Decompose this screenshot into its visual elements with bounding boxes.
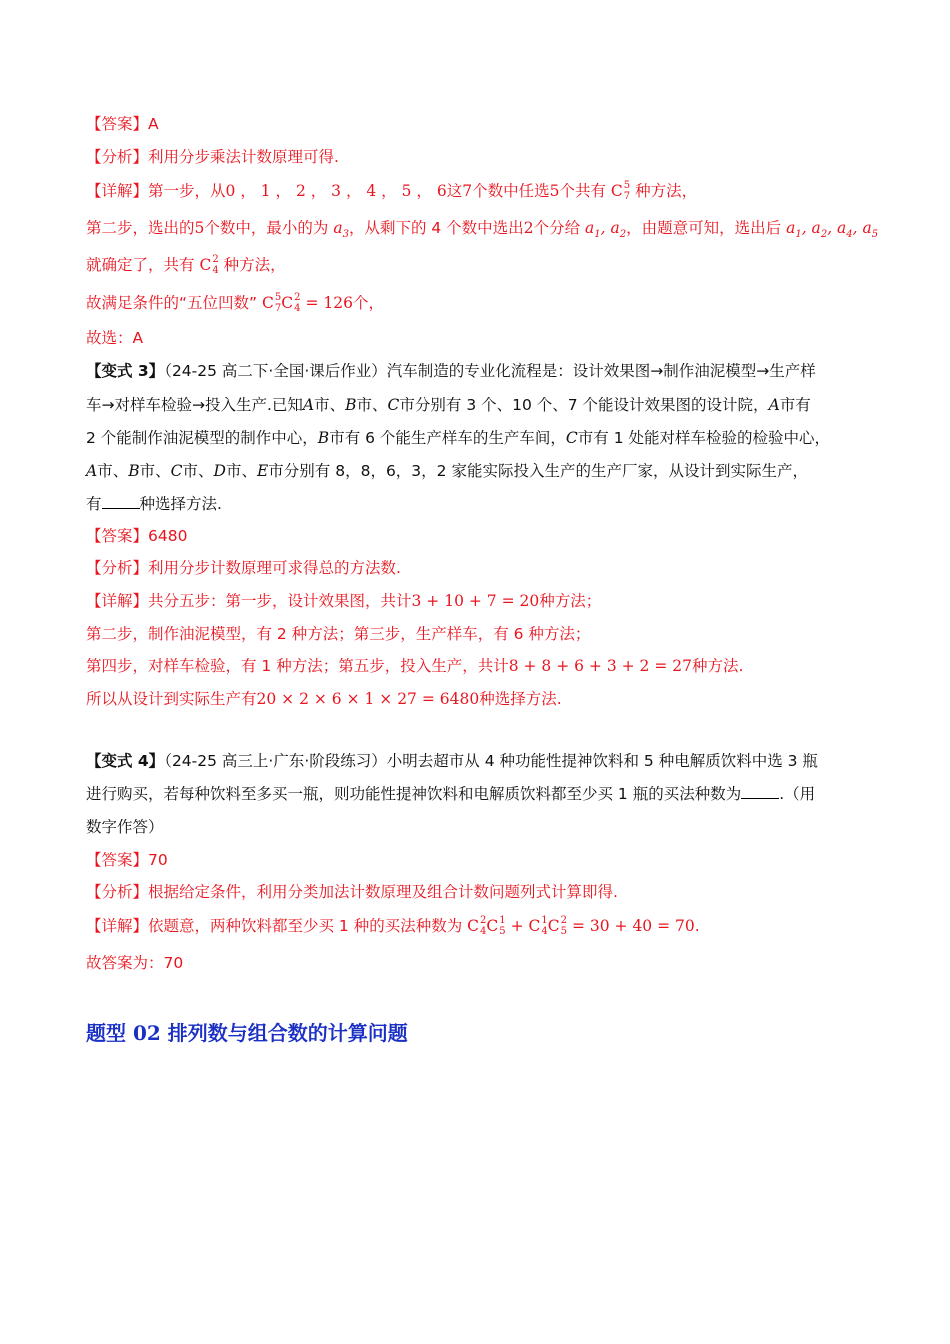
detail-line-4: 故满足条件的“五位凹数” C 5 7 C 2 4 = 126个， — [86, 292, 384, 314]
variant3-line-1: 【变式 3】（24-25 高二下·全国·课后作业）汽车制造的专业化流程是：设计效果图→制作油泥模型→生产样 — [86, 362, 816, 380]
section-heading: 题型 02 排列数与组合数的计算问题 — [86, 1021, 408, 1045]
variant4-line-2: 进行购买，若每种饮料至多买一瓶，则功能性提神饮料和电解质饮料都至少买 1 瓶的买法种数为 .（用 — [86, 785, 816, 803]
answer-line: 【答案】A — [86, 115, 159, 133]
variant4-line-3: 数字作答） — [86, 818, 164, 836]
variant3-answer: 【答案】6480 — [86, 527, 188, 545]
analysis-line: 【分析】利用分步乘法计数原理可得. — [86, 148, 339, 166]
variant3-line-4: A市、B市、C市、D市、E市分别有 8，8，6，3，2 家能实际投入生产的生产厂家，从设计到实际生产， — [86, 462, 808, 480]
variant3-detail-4: 所以从设计到实际生产有20 × 2 × 6 × 1 × 27 = 6480种选择方法. — [86, 690, 562, 708]
detail-line-3: 就确定了，共有 C 2 4 种方法， — [86, 254, 286, 276]
answer-blank — [102, 494, 140, 509]
detail-line-1: 【详解】第一步，从0 ， 1 ， 2 ， 3 ， 4 ， 5 ， 6这7个数中任选5个共有 C 5 7 种方法， — [86, 180, 698, 202]
conclusion-line: 故选：A — [86, 329, 144, 347]
variant4-conclusion: 故答案为：70 — [86, 954, 184, 972]
variant4-line-1: 【变式 4】（24-25 高三上·广东·阶段练习）小明去超市从 4 种功能性提神饮料和 5 种电解质饮料中选 3 瓶 — [86, 752, 818, 770]
variant3-analysis: 【分析】利用分步计数原理可求得总的方法数. — [86, 559, 401, 577]
variant3-line-2: 车→对样车检验→投入生产.已知A市、B市、C市分别有 3 个、10 个、7 个能设计效果图的设计院，A市有 — [86, 396, 811, 414]
variant3-detail-3: 第四步，对样车检验，有 1 种方法；第五步，投入生产，共计8 + 8 + 6 + 3 + 2 = 27种方法. — [86, 657, 744, 675]
variant4-detail: 【详解】依题意，两种饮料都至少买 1 种的买法种数为 C 2 4 C 1 5 + C 1 4 C 2 5 = 30 + 40 = 70. — [86, 915, 700, 937]
variant3-line-5: 有 种选择方法. — [86, 495, 222, 513]
variant3-line-3: 2 个能制作油泥模型的制作中心，B市有 6 个能生产样车的生产车间，C市有 1 处能对样车检验的检验中心， — [86, 429, 830, 447]
answer-blank — [741, 784, 779, 799]
variant3-detail-1: 【详解】共分五步：第一步，设计效果图，共计3 + 10 + 7 = 20种方法； — [86, 592, 602, 610]
variant3-detail-2: 第二步，制作油泥模型，有 2 种方法；第三步，生产样车，有 6 种方法； — [86, 625, 591, 643]
variant4-answer: 【答案】70 — [86, 851, 168, 869]
detail-line-2: 第二步，选出的5个数中，最小的为 $a_3$，从剩下的 4 个数中选出2个分给 $a_1$, $a_2$，由题意可知，选出后 $a_1$, $a_2$, $a_4$, $a_5$ — [86, 219, 879, 241]
variant4-analysis: 【分析】根据给定条件，利用分类加法计数原理及组合计数问题列式计算即得. — [86, 883, 618, 901]
